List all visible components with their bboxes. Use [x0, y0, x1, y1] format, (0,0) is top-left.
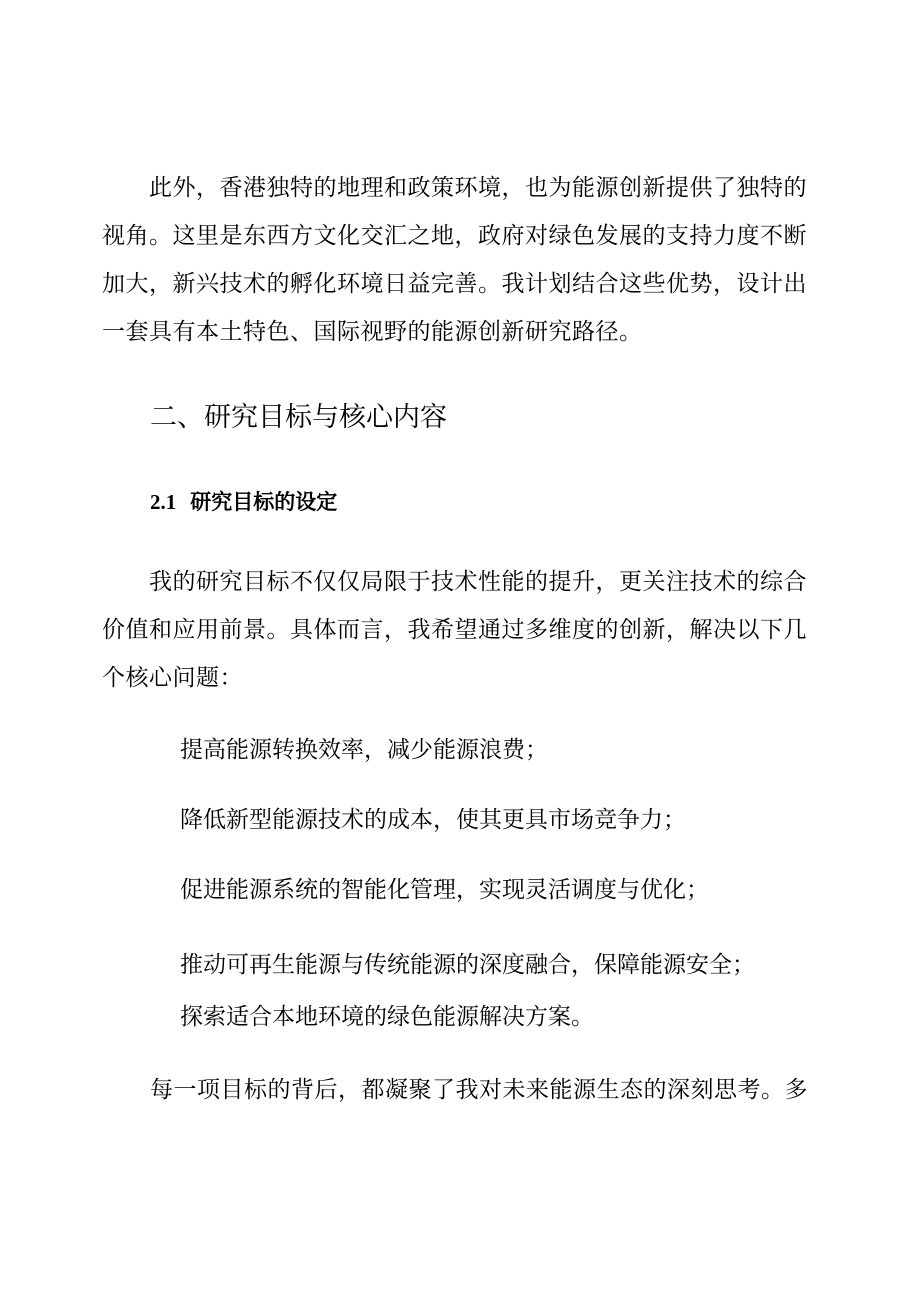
- goal-item: 探索适合本地环境的绿色能源解决方案。: [180, 1004, 594, 1030]
- goal-item: 提高能源转换效率，减少能源浪费；: [180, 737, 548, 763]
- paragraph-reflection: [150, 1066, 810, 1114]
- goal-item: 推动可再生能源与传统能源的深度融合，保障能源安全；: [180, 952, 755, 978]
- paragraph-line: 视角。这里是东西方文化交汇之地，政府对绿色发展的支持力度不断: [102, 223, 807, 249]
- subsection-heading: [150, 484, 337, 520]
- paragraph-hong-kong-context: [102, 164, 810, 356]
- goal-item: 降低新型能源技术的成本，使其更具市场竞争力；: [180, 807, 686, 833]
- paragraph-line: 一套具有本土特色、国际视野的能源创新研究路径。: [102, 319, 643, 345]
- goal-item: 促进能源系统的智能化管理，实现灵活调度与优化；: [180, 877, 709, 903]
- subsection-number: 2.1: [150, 490, 177, 514]
- paragraph-research-goals: [102, 558, 810, 702]
- subsection-title: 研究目标的设定: [190, 490, 338, 514]
- paragraph-line: 加大，新兴技术的孵化环境日益完善。我计划结合这些优势，设计出: [102, 271, 807, 297]
- paragraph-line: 价值和应用前景。具体而言，我希望通过多维度的创新，解决以下几: [102, 617, 807, 643]
- paragraph-line: 个核心问题：: [102, 665, 243, 691]
- section-heading: 二、研究目标与核心内容: [150, 402, 447, 433]
- paragraph-line: 此外，香港独特的地理和政策环境，也为能源创新提供了独特的: [102, 175, 807, 201]
- paragraph-line: 每一项目标的背后，都凝聚了我对未来能源生态的深刻思考。多: [150, 1077, 808, 1103]
- paragraph-line: 我的研究目标不仅仅局限于技术性能的提升，更关注技术的综合: [102, 569, 807, 595]
